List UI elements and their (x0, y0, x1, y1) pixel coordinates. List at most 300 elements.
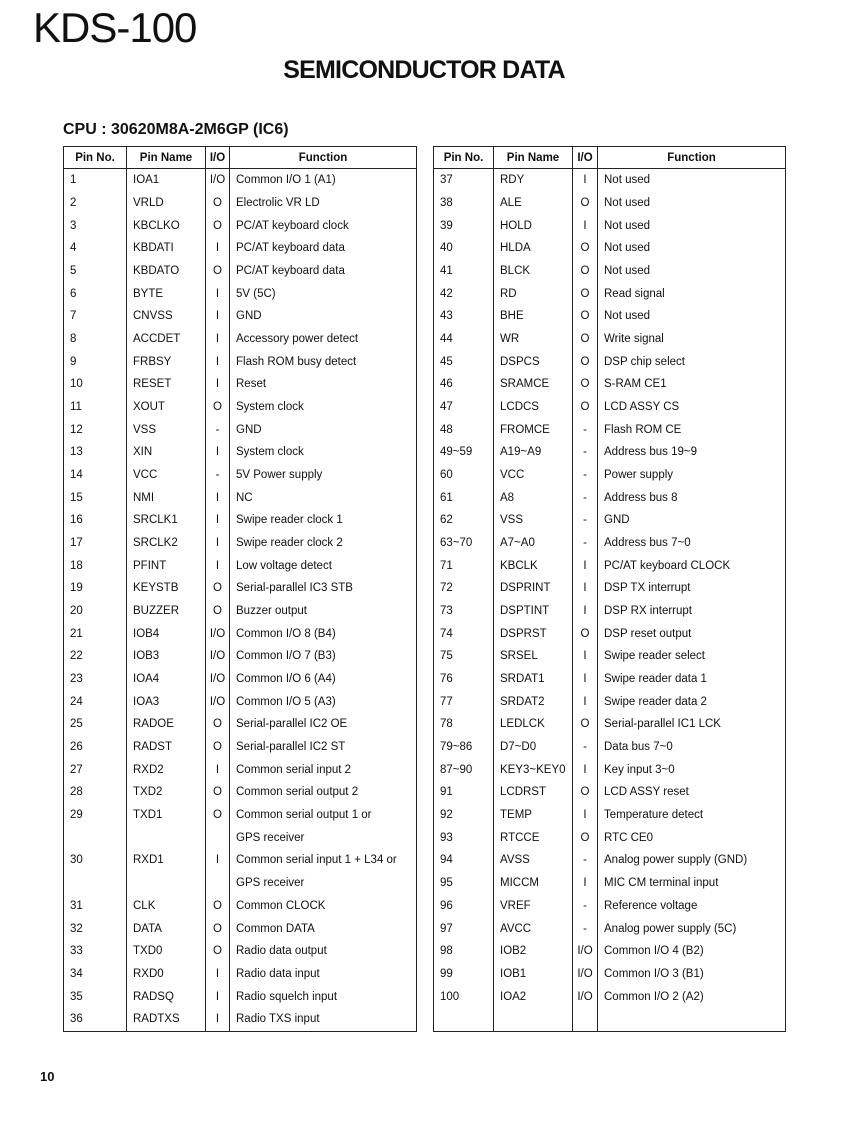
pin-name-cell: LEDLCK (494, 713, 573, 736)
pin-table-left (63, 146, 417, 1032)
pin-no-cell: 26 (64, 736, 127, 759)
col-header-pin-name: Pin Name (494, 147, 573, 169)
pin-name-cell: IOB3 (127, 645, 206, 668)
pin-no-cell: 3 (64, 214, 127, 237)
io-cell: - (573, 895, 598, 918)
pin-no-cell: 32 (64, 917, 127, 940)
function-cell: Common serial output 2 (230, 781, 417, 804)
pin-name-cell: SRAMCE (494, 373, 573, 396)
pin-name-cell: MICCM (494, 872, 573, 895)
pin-no-cell: 7 (64, 305, 127, 328)
io-cell: O (206, 600, 230, 623)
pin-no-cell (64, 826, 127, 849)
pin-name-cell: RESET (127, 373, 206, 396)
pin-no-cell: 100 (434, 985, 494, 1008)
col-header-io: I/O (206, 147, 230, 169)
function-cell: Serial-parallel IC2 OE (230, 713, 417, 736)
pin-no-cell: 28 (64, 781, 127, 804)
io-cell: I (206, 1008, 230, 1031)
table-row (434, 963, 786, 986)
pin-no-cell: 20 (64, 600, 127, 623)
io-cell: - (573, 849, 598, 872)
pin-name-cell: RADTXS (127, 1008, 206, 1031)
page-title (0, 56, 866, 85)
pin-no-cell: 95 (434, 872, 494, 895)
table-row (64, 758, 417, 781)
table-row (434, 645, 786, 668)
pin-name-cell: RADSQ (127, 985, 206, 1008)
table-row (434, 214, 786, 237)
io-cell: O (206, 713, 230, 736)
io-cell: O (206, 577, 230, 600)
function-cell: Accessory power detect (230, 328, 417, 351)
pin-name-cell (127, 872, 206, 895)
pin-name-cell: BHE (494, 305, 573, 328)
page-title-text: SEMICONDUCTOR DATA (283, 56, 565, 84)
function-cell: Swipe reader clock 1 (230, 509, 417, 532)
function-cell: DSP RX interrupt (598, 600, 786, 623)
pin-no-cell: 97 (434, 917, 494, 940)
pin-name-cell: RADOE (127, 713, 206, 736)
pin-no-cell: 11 (64, 396, 127, 419)
io-cell: I/O (206, 690, 230, 713)
pin-name-cell: TEMP (494, 804, 573, 827)
function-cell: Flash ROM CE (598, 418, 786, 441)
table-row (64, 781, 417, 804)
pin-table-right (433, 146, 786, 1032)
pin-no-cell: 93 (434, 826, 494, 849)
pin-name-cell: SRDAT2 (494, 690, 573, 713)
io-cell: I (573, 645, 598, 668)
function-cell: LCD ASSY CS (598, 396, 786, 419)
pin-no-cell: 49~59 (434, 441, 494, 464)
model-number: KDS-100 (33, 4, 197, 51)
pin-name-cell: RXD1 (127, 849, 206, 872)
pin-no-cell: 31 (64, 895, 127, 918)
io-cell: - (573, 917, 598, 940)
function-cell: PC/AT keyboard data (230, 237, 417, 260)
pin-name-cell: ACCDET (127, 328, 206, 351)
pin-no-cell: 44 (434, 328, 494, 351)
io-cell: O (573, 328, 598, 351)
table-row (64, 350, 417, 373)
pin-no-cell: 47 (434, 396, 494, 419)
table-row (64, 917, 417, 940)
io-cell: I (573, 214, 598, 237)
io-cell: O (206, 260, 230, 283)
function-cell: LCD ASSY reset (598, 781, 786, 804)
function-cell: DSP chip select (598, 350, 786, 373)
function-cell: GND (230, 418, 417, 441)
pin-no-cell: 5 (64, 260, 127, 283)
table-row (434, 917, 786, 940)
io-cell: I (206, 441, 230, 464)
pin-no-cell (64, 872, 127, 895)
io-cell: - (573, 418, 598, 441)
pin-no-cell: 91 (434, 781, 494, 804)
io-cell: I (573, 577, 598, 600)
pin-name-cell: TXD2 (127, 781, 206, 804)
function-cell: Flash ROM busy detect (230, 350, 417, 373)
io-cell: - (573, 509, 598, 532)
pin-no-cell: 72 (434, 577, 494, 600)
col-header-pin-no: Pin No. (434, 147, 494, 169)
io-cell: I (206, 985, 230, 1008)
pin-no-cell: 17 (64, 532, 127, 555)
table-row (64, 622, 417, 645)
pin-no-cell: 45 (434, 350, 494, 373)
function-cell: Common I/O 1 (A1) (230, 169, 417, 192)
table-row (434, 736, 786, 759)
pin-name-cell: RDY (494, 169, 573, 192)
io-cell: - (573, 464, 598, 487)
pin-name-cell: SRCLK1 (127, 509, 206, 532)
pin-no-cell: 35 (64, 985, 127, 1008)
pin-no-cell: 87~90 (434, 758, 494, 781)
table-row (434, 1008, 786, 1031)
io-cell: I (573, 169, 598, 192)
table-row (434, 418, 786, 441)
table-row (64, 826, 417, 849)
table-row (434, 237, 786, 260)
function-cell: Common CLOCK (230, 895, 417, 918)
pin-name-cell: XOUT (127, 396, 206, 419)
pin-no-cell: 38 (434, 192, 494, 215)
pin-no-cell: 42 (434, 282, 494, 305)
pin-no-cell: 18 (64, 554, 127, 577)
io-cell: O (573, 373, 598, 396)
io-cell: I/O (206, 645, 230, 668)
function-cell: Analog power supply (5C) (598, 917, 786, 940)
pin-name-cell: XIN (127, 441, 206, 464)
function-cell: Temperature detect (598, 804, 786, 827)
function-cell: DSP reset output (598, 622, 786, 645)
pin-name-cell (127, 826, 206, 849)
table-row (434, 690, 786, 713)
function-cell: MIC CM terminal input (598, 872, 786, 895)
table-row (434, 622, 786, 645)
io-cell: I (573, 668, 598, 691)
pin-no-cell: 19 (64, 577, 127, 600)
function-cell: PC/AT keyboard data (230, 260, 417, 283)
pin-no-cell: 79~86 (434, 736, 494, 759)
io-cell: O (206, 804, 230, 827)
table-row (64, 260, 417, 283)
pin-name-cell: SRSEL (494, 645, 573, 668)
function-cell: Not used (598, 237, 786, 260)
table-header-row (64, 147, 417, 169)
pin-no-cell: 1 (64, 169, 127, 192)
table-row (434, 486, 786, 509)
function-cell: PC/AT keyboard clock (230, 214, 417, 237)
function-cell: System clock (230, 441, 417, 464)
pin-name-cell: BYTE (127, 282, 206, 305)
function-cell: Not used (598, 169, 786, 192)
table-row (434, 895, 786, 918)
function-cell: Not used (598, 214, 786, 237)
pin-no-cell: 41 (434, 260, 494, 283)
function-cell: Common I/O 3 (B1) (598, 963, 786, 986)
pin-name-cell: SRCLK2 (127, 532, 206, 555)
table-row (64, 713, 417, 736)
io-cell (573, 1008, 598, 1031)
pin-no-cell (434, 1008, 494, 1031)
io-cell: - (573, 441, 598, 464)
pin-no-cell: 33 (64, 940, 127, 963)
table-row (64, 214, 417, 237)
function-cell: Address bus 19~9 (598, 441, 786, 464)
pin-name-cell: KEYSTB (127, 577, 206, 600)
io-cell: I (206, 532, 230, 555)
io-cell: O (573, 305, 598, 328)
pin-name-cell: DSPRST (494, 622, 573, 645)
pin-name-cell: VCC (127, 464, 206, 487)
table-row (64, 600, 417, 623)
table-row (434, 804, 786, 827)
table-row (64, 804, 417, 827)
function-cell: Common I/O 8 (B4) (230, 622, 417, 645)
pin-name-cell: VCC (494, 464, 573, 487)
pin-no-cell: 76 (434, 668, 494, 691)
table-row (434, 396, 786, 419)
pin-name-cell: DSPCS (494, 350, 573, 373)
function-cell: Serial-parallel IC3 STB (230, 577, 417, 600)
io-cell: O (573, 396, 598, 419)
pin-name-cell: KBCLK (494, 554, 573, 577)
function-cell: Write signal (598, 328, 786, 351)
function-cell: Serial-parallel IC2 ST (230, 736, 417, 759)
pin-name-cell: IOB4 (127, 622, 206, 645)
pin-no-cell: 77 (434, 690, 494, 713)
io-cell: - (206, 464, 230, 487)
function-cell: Serial-parallel IC1 LCK (598, 713, 786, 736)
table-row (434, 464, 786, 487)
function-cell: GPS receiver (230, 826, 417, 849)
pin-no-cell: 4 (64, 237, 127, 260)
table-row (434, 554, 786, 577)
function-cell: Common DATA (230, 917, 417, 940)
pin-name-cell: KBDATO (127, 260, 206, 283)
pin-name-cell: VRLD (127, 192, 206, 215)
function-cell: S-RAM CE1 (598, 373, 786, 396)
function-cell: Key input 3~0 (598, 758, 786, 781)
pin-name-cell: DSPRINT (494, 577, 573, 600)
pin-no-cell: 6 (64, 282, 127, 305)
table-row (64, 645, 417, 668)
table-row (64, 577, 417, 600)
pin-name-cell: IOA1 (127, 169, 206, 192)
function-cell: Address bus 8 (598, 486, 786, 509)
table-row (64, 486, 417, 509)
table-row (64, 668, 417, 691)
pin-no-cell: 61 (434, 486, 494, 509)
pin-no-cell: 94 (434, 849, 494, 872)
io-cell: O (206, 214, 230, 237)
pin-name-cell: FRBSY (127, 350, 206, 373)
table-row (434, 441, 786, 464)
io-cell: O (573, 192, 598, 215)
col-header-pin-name: Pin Name (127, 147, 206, 169)
pin-no-cell: 21 (64, 622, 127, 645)
io-cell: I (206, 305, 230, 328)
pin-name-cell: LCDRST (494, 781, 573, 804)
io-cell: I (206, 237, 230, 260)
table-row (434, 282, 786, 305)
pin-no-cell: 23 (64, 668, 127, 691)
table-row (434, 373, 786, 396)
function-cell: Radio data input (230, 963, 417, 986)
pin-no-cell: 74 (434, 622, 494, 645)
pin-no-cell: 48 (434, 418, 494, 441)
io-cell: I (206, 758, 230, 781)
pin-no-cell: 71 (434, 554, 494, 577)
table-row (434, 668, 786, 691)
function-cell: System clock (230, 396, 417, 419)
io-cell: I (573, 600, 598, 623)
io-cell: I (206, 554, 230, 577)
io-cell: I/O (206, 622, 230, 645)
pin-no-cell: 98 (434, 940, 494, 963)
function-cell (598, 1008, 786, 1031)
pin-name-cell: D7~D0 (494, 736, 573, 759)
pin-name-cell: IOB1 (494, 963, 573, 986)
function-cell: Analog power supply (GND) (598, 849, 786, 872)
table-row (64, 736, 417, 759)
function-cell: GND (598, 509, 786, 532)
table-row (64, 895, 417, 918)
pin-name-cell: WR (494, 328, 573, 351)
io-cell: I (206, 373, 230, 396)
table-row (64, 1008, 417, 1031)
pin-name-cell: IOA2 (494, 985, 573, 1008)
table-row (434, 758, 786, 781)
function-cell: Data bus 7~0 (598, 736, 786, 759)
table-row (64, 418, 417, 441)
pin-name-cell: HOLD (494, 214, 573, 237)
table-row (64, 554, 417, 577)
ic-subtitle: CPU : 30620M8A-2M6GP (IC6) (63, 121, 289, 138)
table-row (64, 305, 417, 328)
pin-no-cell: 36 (64, 1008, 127, 1031)
pin-name-cell: DATA (127, 917, 206, 940)
table-row (434, 328, 786, 351)
pin-no-cell: 99 (434, 963, 494, 986)
table-row (64, 373, 417, 396)
function-cell: Electrolic VR LD (230, 192, 417, 215)
pin-name-cell: IOA3 (127, 690, 206, 713)
function-cell: Radio TXS input (230, 1008, 417, 1031)
function-cell: Common serial input 2 (230, 758, 417, 781)
pin-name-cell: IOA4 (127, 668, 206, 691)
pin-no-cell: 2 (64, 192, 127, 215)
pin-no-cell: 92 (434, 804, 494, 827)
function-cell: Not used (598, 192, 786, 215)
function-cell: Common I/O 6 (A4) (230, 668, 417, 691)
pin-no-cell: 63~70 (434, 532, 494, 555)
function-cell: Swipe reader select (598, 645, 786, 668)
io-cell: I (206, 486, 230, 509)
io-cell: - (573, 736, 598, 759)
pin-name-cell: TXD0 (127, 940, 206, 963)
table-row (64, 328, 417, 351)
pin-no-cell: 40 (434, 237, 494, 260)
io-cell: O (206, 781, 230, 804)
pin-name-cell: A19~A9 (494, 441, 573, 464)
pin-no-cell: 39 (434, 214, 494, 237)
table-row (64, 985, 417, 1008)
table-row (64, 690, 417, 713)
pin-name-cell: FROMCE (494, 418, 573, 441)
pin-name-cell: CLK (127, 895, 206, 918)
pin-no-cell: 15 (64, 486, 127, 509)
pin-no-cell: 37 (434, 169, 494, 192)
io-cell: O (573, 826, 598, 849)
io-cell: O (573, 260, 598, 283)
io-cell: O (206, 736, 230, 759)
pin-no-cell: 78 (434, 713, 494, 736)
pin-name-cell: ALE (494, 192, 573, 215)
function-cell: PC/AT keyboard CLOCK (598, 554, 786, 577)
pin-name-cell: AVCC (494, 917, 573, 940)
io-cell: I (573, 690, 598, 713)
io-cell: O (206, 917, 230, 940)
pin-name-cell: A8 (494, 486, 573, 509)
table-row (64, 509, 417, 532)
pin-name-cell: BLCK (494, 260, 573, 283)
io-cell: O (573, 781, 598, 804)
table-row (64, 532, 417, 555)
pin-name-cell: RD (494, 282, 573, 305)
table-row (434, 826, 786, 849)
table-row (434, 940, 786, 963)
io-cell: I (573, 758, 598, 781)
io-cell: I/O (206, 169, 230, 192)
function-cell: Power supply (598, 464, 786, 487)
table-row (434, 305, 786, 328)
table-row (64, 963, 417, 986)
io-cell: I/O (573, 963, 598, 986)
io-cell: O (573, 713, 598, 736)
pin-no-cell: 16 (64, 509, 127, 532)
function-cell: RTC CE0 (598, 826, 786, 849)
pin-no-cell: 13 (64, 441, 127, 464)
pin-no-cell: 14 (64, 464, 127, 487)
io-cell: O (573, 622, 598, 645)
table-row (64, 441, 417, 464)
function-cell: Radio squelch input (230, 985, 417, 1008)
io-cell: - (206, 418, 230, 441)
io-cell: O (573, 237, 598, 260)
function-cell: Not used (598, 260, 786, 283)
table-row (434, 872, 786, 895)
col-header-function: Function (598, 147, 786, 169)
io-cell: I (206, 282, 230, 305)
function-cell: Not used (598, 305, 786, 328)
pin-no-cell: 43 (434, 305, 494, 328)
table-row (64, 940, 417, 963)
col-header-io: I/O (573, 147, 598, 169)
pin-no-cell: 34 (64, 963, 127, 986)
io-cell: I/O (206, 668, 230, 691)
function-cell: Read signal (598, 282, 786, 305)
pin-name-cell: KEY3~KEY0 (494, 758, 573, 781)
pin-name-cell: VSS (494, 509, 573, 532)
io-cell: - (573, 486, 598, 509)
table-row (434, 260, 786, 283)
io-cell: I (573, 554, 598, 577)
pin-name-cell: NMI (127, 486, 206, 509)
function-cell: GPS receiver (230, 872, 417, 895)
